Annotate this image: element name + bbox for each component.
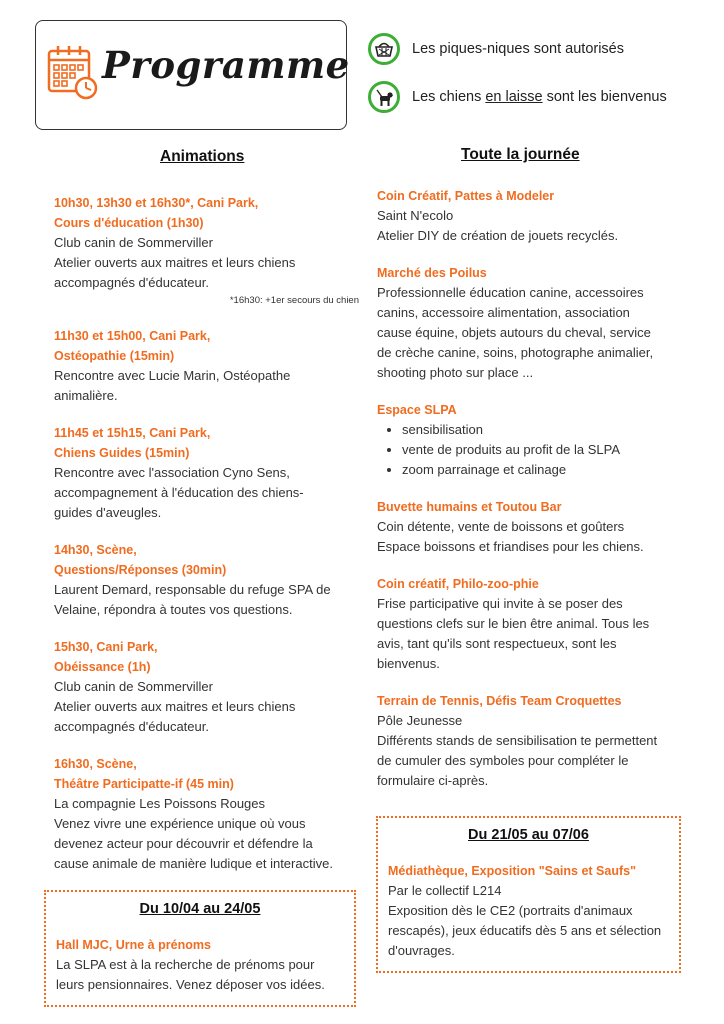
event-theatre: 16h30, Scène, Théâtre Participatte-if (45 min) La compagnie Les Poissons Rouges Venez vivre une expérience unique où vous devenez acteur pour découvrir et défendre la cause animale de manière ludique et interactive. — [54, 757, 333, 871]
event-buvette: Buvette humains et Toutou Bar Coin détente, vente de boissons et goûters Espace boissons et friandises pour les chiens. — [377, 500, 644, 554]
title-box — [35, 20, 350, 130]
dog-info — [368, 81, 667, 113]
footnote: *16h30: +1er secours du chien — [229, 295, 359, 306]
event-coin-creatif: Coin Créatif, Pattes à Modeler Saint N'ecolo Atelier DIY de création de jouets recyclés. — [377, 189, 619, 243]
event-espace-slpa: Espace SLPA • sensibilisation • vente de produits au profit de la SLPA • zoom parrainage et calinage — [377, 400, 697, 480]
animations-heading: Animations — [160, 148, 245, 165]
event-philo-zoo-phie: Coin créatif, Philo-zoo-phie Frise participative qui invite à se poser des questions clefs sur le bien être animal. Tous les avis, tant qu'ils sont respectueux, sont les bienvenus. — [377, 577, 650, 671]
picnic-text: Les piques-niques sont autorisés — [412, 41, 624, 57]
all-day-list — [377, 186, 697, 808]
event-questions-reponses: 14h30, Scène, Questions/Réponses (30min) Laurent Demard, responsable du refuge SPA de Velaine, répondra à toutes vos questions. — [54, 543, 331, 617]
all-day-heading: Toute la journée — [461, 146, 580, 163]
event-cours-education: 10h30, 13h30 et 16h30*, Cani Park, Cours d'éducation (1h30) Club canin de Sommerviller Atelier ouverts aux maitres et leurs chiens accompagnés d'éducateur. *16h30: +1er secours du chien — [54, 193, 359, 309]
picnic-info — [368, 33, 624, 65]
date-box-right: Du 21/05 au 07/06 Médiathèque, Exposition "Sains et Saufs" Par le collectif L214 Exposition dès le CE2 (portraits d'animaux rescapés), jeux éducatifs dès 5 ans et sélection d'ouvrages. — [376, 816, 681, 973]
box-heading: Du 10/04 au 24/05 — [139, 901, 261, 917]
dog-text: Les chiens en laisse sont les bienvenus — [412, 89, 667, 105]
list-item: • zoom parrainage et calinage — [402, 460, 697, 480]
animations-list — [54, 193, 359, 891]
date-box-left: Du 10/04 au 24/05 Hall MJC, Urne à prénoms La SLPA est à la recherche de prénoms pour leurs pensionnaires. Venez déposer vos idées. — [44, 890, 356, 1007]
event-osteopathie: 11h30 et 15h00, Cani Park, Ostéopathie (15min) Rencontre avec Lucie Marin, Ostéopathe animalière. — [54, 329, 291, 403]
calendar-clock-icon — [46, 43, 100, 103]
event-defis-croquettes: Terrain de Tennis, Défis Team Croquettes Pôle Jeunesse Différents stands de sensibilisation te permettent de cumuler des symboles pour compléter le formulaire ci-après. — [377, 694, 658, 788]
box-heading: Du 21/05 au 07/06 — [468, 827, 589, 843]
picnic-basket-icon — [368, 33, 400, 65]
event-marche-poilus: Marché des Poilus Professionnelle éducation canine, accessoires canins, accessoire alimentation, association cause équine, objets autours du cheval, service de crèche canine, soins, photographe animalier, shooting photo sur place ... — [377, 266, 654, 380]
event-obeissance: 15h30, Cani Park, Obéissance (1h) Club canin de Sommerviller Atelier ouverts aux maitres et leurs chiens accompagnés d'éducateur. — [54, 640, 296, 734]
event-chiens-guides: 11h45 et 15h15, Cani Park, Chiens Guides (15min) Rencontre avec l'association Cyno Sens, accompagnement à l'éducation des chiens- guides d'aveugles. — [54, 426, 304, 520]
dog-leash-icon — [368, 81, 400, 113]
list-item: • vente de produits au profit de la SLPA — [402, 440, 697, 460]
list-item: • sensibilisation — [402, 420, 697, 440]
page-title: Programme — [102, 43, 350, 87]
